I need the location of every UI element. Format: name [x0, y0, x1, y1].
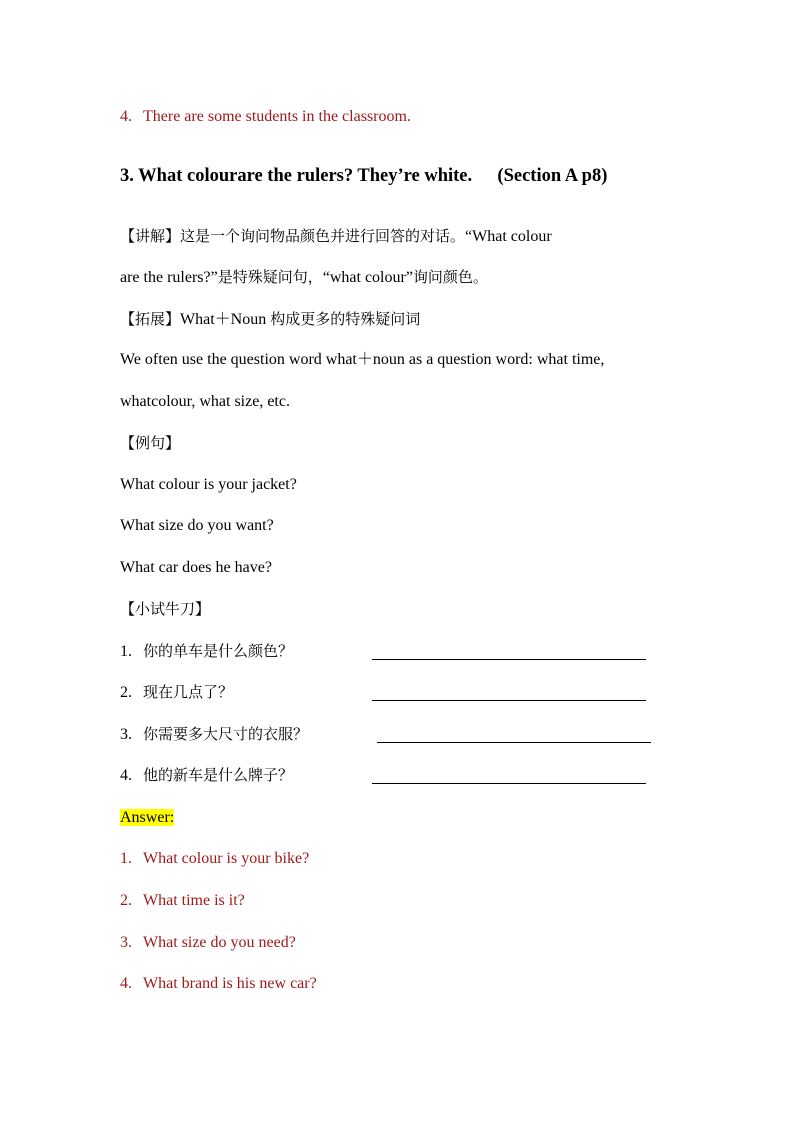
explain-text-cn: 这是一个询问物品颜色并进行回答的对话。 — [180, 227, 466, 245]
practice-tag: 【小试牛刀】 — [120, 600, 211, 618]
practice-item-3 — [120, 724, 308, 745]
section-title: 3. What colourare the rulers? They’re white. — [120, 166, 473, 186]
practice-text-1: 你的单车是什么颜色？ — [143, 642, 294, 660]
answer-text-4: What brand is his new car? — [143, 975, 317, 992]
practice-number-2: 2. — [120, 684, 132, 701]
answer-blank-2[interactable] — [372, 700, 646, 701]
answer-blank-1[interactable] — [372, 659, 646, 660]
answer-item-2 — [120, 891, 245, 911]
extend-paragraph-line-2: whatcolour, what size, etc. — [120, 393, 290, 410]
explain-line-2 — [120, 267, 488, 288]
example-sentence-1: What colour is your jacket? — [120, 476, 297, 493]
answer-label: Answer: — [120, 809, 175, 826]
answer-blank-4[interactable] — [372, 783, 646, 784]
practice-number-1: 1. — [120, 643, 132, 660]
answer-text-3: What size do you need? — [143, 934, 296, 951]
practice-text-3: 你需要多大尺寸的衣服？ — [143, 725, 309, 743]
answer-number-1: 1. — [120, 850, 132, 867]
answer-number-3: 3. — [120, 934, 132, 951]
answer-number-2: 2. — [120, 892, 132, 909]
top-answer-line — [120, 107, 411, 127]
extend-text-cn: 构成更多的特殊疑问词 — [270, 310, 421, 328]
explain-text-en: “What colour — [465, 228, 552, 245]
example-sentence-3: What car does he have? — [120, 559, 272, 576]
answer-label-line — [120, 808, 174, 828]
answer-blank-3[interactable] — [377, 742, 651, 743]
section-reference: (Section A p8) — [497, 166, 608, 186]
explain-line-1 — [120, 226, 552, 247]
extend-text-en: What＋Noun — [180, 311, 267, 328]
practice-item-2 — [120, 682, 233, 703]
answer-item-3 — [120, 933, 296, 953]
practice-text-2: 现在几点了？ — [143, 683, 234, 701]
explain-text-cn-3: 询问颜色。 — [412, 268, 488, 286]
explain-text-cn-2: 是特殊疑问句， — [217, 268, 323, 286]
practice-item-4 — [120, 765, 293, 786]
top-answer-text: There are some students in the classroom. — [143, 108, 411, 125]
explain-text-en-3: “what colour” — [322, 269, 413, 286]
answer-text-1: What colour is your bike? — [143, 850, 310, 867]
examples-tag: 【例句】 — [120, 434, 181, 452]
extend-line — [120, 309, 420, 330]
example-sentence-2: What size do you want? — [120, 517, 274, 534]
answer-item-1 — [120, 849, 309, 869]
extend-tag: 【拓展】 — [120, 310, 181, 328]
explain-text-en-2: are the rulers?” — [120, 269, 218, 286]
practice-number-3: 3. — [120, 726, 132, 743]
answer-text-2: What time is it? — [143, 892, 245, 909]
practice-item-1 — [120, 641, 293, 662]
extend-paragraph-line-1: We often use the question word what＋noun as a question word: what time, — [120, 351, 605, 368]
section-heading — [120, 166, 607, 186]
practice-number-4: 4. — [120, 767, 132, 784]
answer-number-4: 4. — [120, 975, 132, 992]
explain-tag: 【讲解】 — [120, 227, 181, 245]
practice-text-4: 他的新车是什么牌子？ — [143, 766, 294, 784]
answer-item-4 — [120, 974, 317, 994]
top-answer-number: 4. — [120, 108, 132, 125]
